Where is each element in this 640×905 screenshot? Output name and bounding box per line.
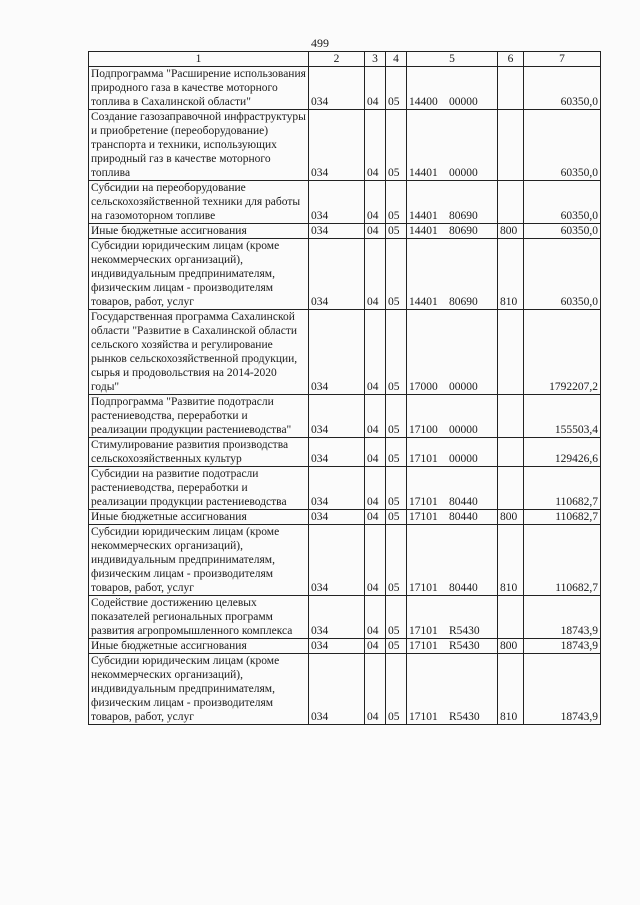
name-cell: Подпрограмма "Развитие подотрасли растениеводства, переработки и реализации продукции растениеводства"	[89, 395, 309, 438]
section-cell: 04	[365, 467, 386, 510]
header-col-5: 5	[407, 52, 498, 67]
table-row	[89, 239, 601, 310]
target-article-cell	[407, 510, 498, 525]
expense-type-cell: 800	[498, 639, 524, 654]
table-row	[89, 181, 601, 224]
target-article-direction: 00000	[449, 424, 478, 436]
table-row	[89, 395, 601, 438]
admin-code-cell: 034	[309, 239, 365, 310]
subsection-cell: 05	[386, 467, 407, 510]
amount-cell: 60350,0	[524, 239, 601, 310]
amount-cell: 18743,9	[524, 654, 601, 725]
expense-type-cell	[498, 395, 524, 438]
name-cell: Субсидии на развитие подотрасли растениеводства, переработки и реализации продукции растениеводства	[89, 467, 309, 510]
target-article-cell	[407, 181, 498, 224]
table-row	[89, 596, 601, 639]
table-row	[89, 525, 601, 596]
target-article-program: 17101	[409, 511, 438, 523]
target-article-direction: 00000	[449, 453, 478, 465]
target-article-program: 17101	[409, 640, 438, 652]
target-article-direction: 80440	[449, 582, 478, 594]
header-col-2: 2	[309, 52, 365, 67]
amount-cell: 110682,7	[524, 467, 601, 510]
amount-cell: 60350,0	[524, 224, 601, 239]
target-article-program: 17100	[409, 424, 438, 436]
table-row	[89, 310, 601, 395]
target-article-cell	[407, 67, 498, 110]
target-article-direction: R5430	[449, 640, 480, 652]
name-cell: Субсидии юридическим лицам (кроме некоммерческих организаций), индивидуальным предпринимателям, физическим лицам - производителям товаров, работ, услуг	[89, 239, 309, 310]
subsection-cell: 05	[386, 438, 407, 467]
target-article-direction: 00000	[449, 96, 478, 108]
target-article-cell	[407, 395, 498, 438]
header-col-3: 3	[365, 52, 386, 67]
name-cell: Содействие достижению целевых показателей региональных программ развития агропромышленного комплекса	[89, 596, 309, 639]
header-col-1: 1	[89, 52, 309, 67]
subsection-cell: 05	[386, 596, 407, 639]
budget-table	[88, 51, 601, 725]
target-article-program: 17101	[409, 453, 438, 465]
header-col-7: 7	[524, 52, 601, 67]
expense-type-cell	[498, 110, 524, 181]
section-cell: 04	[365, 224, 386, 239]
amount-cell: 155503,4	[524, 395, 601, 438]
expense-type-cell: 800	[498, 224, 524, 239]
target-article-cell	[407, 596, 498, 639]
admin-code-cell: 034	[309, 67, 365, 110]
subsection-cell: 05	[386, 395, 407, 438]
amount-cell: 18743,9	[524, 596, 601, 639]
amount-cell: 1792207,2	[524, 310, 601, 395]
name-cell: Иные бюджетные ассигнования	[89, 224, 309, 239]
expense-type-cell: 810	[498, 525, 524, 596]
target-article-program: 17101	[409, 496, 438, 508]
admin-code-cell: 034	[309, 525, 365, 596]
target-article-cell	[407, 525, 498, 596]
name-cell: Субсидии юридическим лицам (кроме некоммерческих организаций), индивидуальным предпринимателям, физическим лицам - производителям товаров, работ, услуг	[89, 654, 309, 725]
section-cell: 04	[365, 525, 386, 596]
table-row	[89, 467, 601, 510]
target-article-direction: R5430	[449, 625, 480, 637]
subsection-cell: 05	[386, 181, 407, 224]
amount-cell: 18743,9	[524, 639, 601, 654]
expense-type-cell	[498, 438, 524, 467]
admin-code-cell: 034	[309, 438, 365, 467]
target-article-direction: 80690	[449, 225, 478, 237]
amount-cell: 60350,0	[524, 181, 601, 224]
subsection-cell: 05	[386, 525, 407, 596]
admin-code-cell: 034	[309, 467, 365, 510]
subsection-cell: 05	[386, 67, 407, 110]
admin-code-cell: 034	[309, 596, 365, 639]
section-cell: 04	[365, 310, 386, 395]
section-cell: 04	[365, 181, 386, 224]
admin-code-cell: 034	[309, 639, 365, 654]
header-col-6: 6	[498, 52, 524, 67]
table-row	[89, 654, 601, 725]
target-article-direction: 80440	[449, 511, 478, 523]
expense-type-cell	[498, 467, 524, 510]
subsection-cell: 05	[386, 310, 407, 395]
name-cell: Подпрограмма "Расширение использования природного газа в качестве моторного топлива в Сахалинской области"	[89, 67, 309, 110]
table-row	[89, 639, 601, 654]
target-article-cell	[407, 654, 498, 725]
target-article-cell	[407, 224, 498, 239]
target-article-direction: 80440	[449, 496, 478, 508]
table-row	[89, 438, 601, 467]
target-article-cell	[407, 110, 498, 181]
target-article-program: 14401	[409, 167, 438, 179]
expense-type-cell	[498, 596, 524, 639]
target-article-cell	[407, 639, 498, 654]
section-cell: 04	[365, 438, 386, 467]
amount-cell: 60350,0	[524, 110, 601, 181]
section-cell: 04	[365, 110, 386, 181]
admin-code-cell: 034	[309, 310, 365, 395]
expense-type-cell: 800	[498, 510, 524, 525]
amount-cell: 110682,7	[524, 525, 601, 596]
section-cell: 04	[365, 67, 386, 110]
amount-cell: 60350,0	[524, 67, 601, 110]
target-article-direction: 00000	[449, 167, 478, 179]
name-cell: Стимулирование развития производства сельскохозяйственных культур	[89, 438, 309, 467]
target-article-program: 17101	[409, 711, 438, 723]
target-article-program: 17000	[409, 381, 438, 393]
header-col-4: 4	[386, 52, 407, 67]
target-article-cell	[407, 310, 498, 395]
admin-code-cell: 034	[309, 654, 365, 725]
expense-type-cell: 810	[498, 654, 524, 725]
target-article-direction: 00000	[449, 381, 478, 393]
section-cell: 04	[365, 239, 386, 310]
admin-code-cell: 034	[309, 510, 365, 525]
admin-code-cell: 034	[309, 181, 365, 224]
target-article-program: 14401	[409, 225, 438, 237]
section-cell: 04	[365, 395, 386, 438]
target-article-direction: 80690	[449, 210, 478, 222]
amount-cell: 129426,6	[524, 438, 601, 467]
subsection-cell: 05	[386, 224, 407, 239]
name-cell: Иные бюджетные ассигнования	[89, 510, 309, 525]
name-cell: Субсидии юридическим лицам (кроме некоммерческих организаций), индивидуальным предпринимателям, физическим лицам - производителям товаров, работ, услуг	[89, 525, 309, 596]
name-cell: Субсидии на переоборудование сельскохозяйственной техники для работы на газомоторном топливе	[89, 181, 309, 224]
subsection-cell: 05	[386, 510, 407, 525]
expense-type-cell	[498, 181, 524, 224]
name-cell: Создание газозаправочной инфраструктуры и приобретение (переоборудование) транспорта и техники, использующих природный газ в качестве моторного топлива	[89, 110, 309, 181]
admin-code-cell: 034	[309, 395, 365, 438]
section-cell: 04	[365, 639, 386, 654]
subsection-cell: 05	[386, 654, 407, 725]
expense-type-cell: 810	[498, 239, 524, 310]
section-cell: 04	[365, 654, 386, 725]
expense-type-cell	[498, 67, 524, 110]
target-article-cell	[407, 239, 498, 310]
name-cell: Государственная программа Сахалинской области "Развитие в Сахалинской области сельского хозяйства и регулирование рынков сельскохозяйственной продукции, сырья и продовольствия на 2014-2020 годы"	[89, 310, 309, 395]
admin-code-cell: 034	[309, 110, 365, 181]
target-article-direction: R5430	[449, 711, 480, 723]
target-article-direction: 80690	[449, 296, 478, 308]
header-row	[89, 52, 601, 67]
subsection-cell: 05	[386, 110, 407, 181]
table-row	[89, 110, 601, 181]
page-number: 499	[311, 36, 329, 50]
subsection-cell: 05	[386, 639, 407, 654]
amount-cell: 110682,7	[524, 510, 601, 525]
target-article-cell	[407, 438, 498, 467]
target-article-program: 17101	[409, 582, 438, 594]
name-cell: Иные бюджетные ассигнования	[89, 639, 309, 654]
target-article-cell	[407, 467, 498, 510]
target-article-program: 14400	[409, 96, 438, 108]
table-row	[89, 224, 601, 239]
section-cell: 04	[365, 510, 386, 525]
expense-type-cell	[498, 310, 524, 395]
section-cell: 04	[365, 596, 386, 639]
table-row	[89, 510, 601, 525]
target-article-program: 17101	[409, 625, 438, 637]
target-article-program: 14401	[409, 296, 438, 308]
subsection-cell: 05	[386, 239, 407, 310]
admin-code-cell: 034	[309, 224, 365, 239]
table-row	[89, 67, 601, 110]
target-article-program: 14401	[409, 210, 438, 222]
